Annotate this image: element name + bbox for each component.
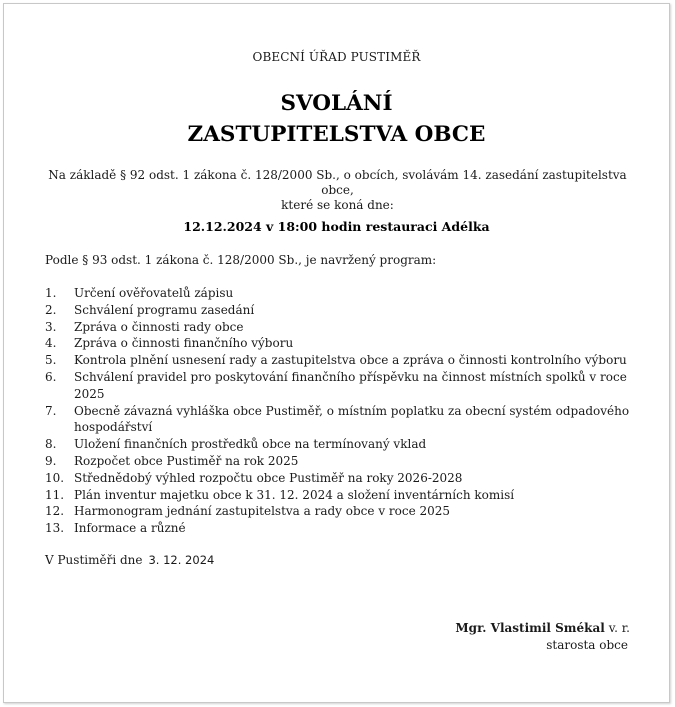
agenda-item bbox=[45, 302, 645, 319]
agenda-item-text: Kontrola plnění usnesení rady a zastupitelstva obce a zpráva o činnosti kontrolního výboru bbox=[74, 353, 627, 368]
agenda-item bbox=[45, 352, 645, 369]
agenda-item-text: Zpráva o činnosti finančního výboru bbox=[74, 336, 294, 351]
agenda-item bbox=[45, 369, 645, 403]
intro-line-1: Na základě § 92 odst. 1 zákona č. 128/2000 Sb., o obcích, svolávám 14. zasedání zastupitelstva obce, bbox=[48, 168, 627, 197]
place-label: V Pustiměři dne bbox=[45, 553, 143, 567]
agenda-item bbox=[45, 487, 645, 504]
agenda-item-text: Schválení programu zasedání bbox=[74, 302, 255, 317]
agenda-item-text: Harmonogram jednání zastupitelstva a rady obce v roce 2025 bbox=[74, 504, 451, 519]
agenda-item-text: Určení ověřovatelů zápisu bbox=[74, 286, 234, 300]
program-intro: Podle § 93 odst. 1 zákona č. 128/2000 Sb., je navržený program: bbox=[45, 253, 437, 267]
signatory-role: starosta obce bbox=[546, 638, 628, 652]
agenda-item-number: 13. bbox=[45, 521, 65, 536]
agenda-item bbox=[45, 285, 645, 302]
title-line-2: ZASTUPITELSTVA OBCE bbox=[187, 122, 486, 147]
agenda-item-number: 9. bbox=[45, 453, 57, 468]
agenda-item-text: Rozpočet obce Pustiměř na rok 2025 bbox=[74, 453, 299, 468]
agenda-item bbox=[45, 319, 645, 336]
document-title bbox=[4, 88, 669, 150]
agenda-item bbox=[45, 503, 645, 520]
agenda-item bbox=[45, 335, 645, 352]
agenda-item-text: Informace a různé bbox=[74, 521, 186, 536]
title-line-1: SVOLÁNÍ bbox=[280, 91, 393, 116]
agenda-item-number: 7. bbox=[45, 403, 57, 418]
office-name: OBECNÍ ÚŘAD PUSTIMĚŘ bbox=[252, 50, 421, 64]
agenda-item-number: 2. bbox=[45, 302, 57, 317]
agenda-item-text: Schválení pravidel pro poskytování finančního příspěvku na činnost místních spolků v roce 2025 bbox=[74, 369, 627, 401]
agenda-item bbox=[45, 470, 645, 487]
agenda-item bbox=[45, 403, 645, 437]
document-page bbox=[3, 3, 670, 703]
signature-suffix: v. r. bbox=[608, 621, 630, 635]
signatory-name: Mgr. Vlastimil Smékal bbox=[455, 621, 605, 635]
agenda-item-number: 4. bbox=[45, 336, 57, 351]
agenda-list bbox=[45, 285, 645, 537]
issue-date: 3. 12. 2024 bbox=[148, 553, 215, 567]
signature-block bbox=[455, 620, 630, 654]
place-and-date bbox=[45, 553, 214, 567]
agenda-item-text: Zpráva o činnosti rady obce bbox=[74, 319, 244, 334]
agenda-item-text: Uložení finančních prostředků obce na termínovaný vklad bbox=[74, 437, 427, 452]
signatory-line bbox=[455, 620, 630, 637]
intro-line-2: které se koná dne: bbox=[281, 198, 394, 212]
agenda-item bbox=[45, 520, 645, 537]
agenda-item-number: 8. bbox=[45, 437, 57, 452]
agenda-item-number: 6. bbox=[45, 369, 57, 384]
agenda-item bbox=[45, 453, 645, 470]
agenda-item-number: 11. bbox=[45, 487, 65, 502]
agenda-item-number: 5. bbox=[45, 353, 57, 368]
agenda-item-text: Plán inventur majetku obce k 31. 12. 2024 a složení inventárních komisí bbox=[74, 487, 515, 502]
agenda-item-text: Obecně závazná vyhláška obce Pustiměř, o místním poplatku za obecní systém odpadového hospodářství bbox=[74, 403, 630, 435]
intro-paragraph bbox=[34, 168, 641, 213]
agenda-item bbox=[45, 436, 645, 453]
agenda-item-number: 10. bbox=[45, 470, 65, 485]
agenda-item-number: 12. bbox=[45, 504, 65, 519]
agenda-item-number: 1. bbox=[45, 286, 57, 300]
agenda-item-text: Střednědobý výhled rozpočtu obce Pustiměř na roky 2026-2028 bbox=[74, 470, 463, 485]
meeting-date-place: 12.12.2024 v 18:00 hodin restauraci Adélka bbox=[183, 219, 490, 234]
agenda-item-number: 3. bbox=[45, 319, 57, 334]
